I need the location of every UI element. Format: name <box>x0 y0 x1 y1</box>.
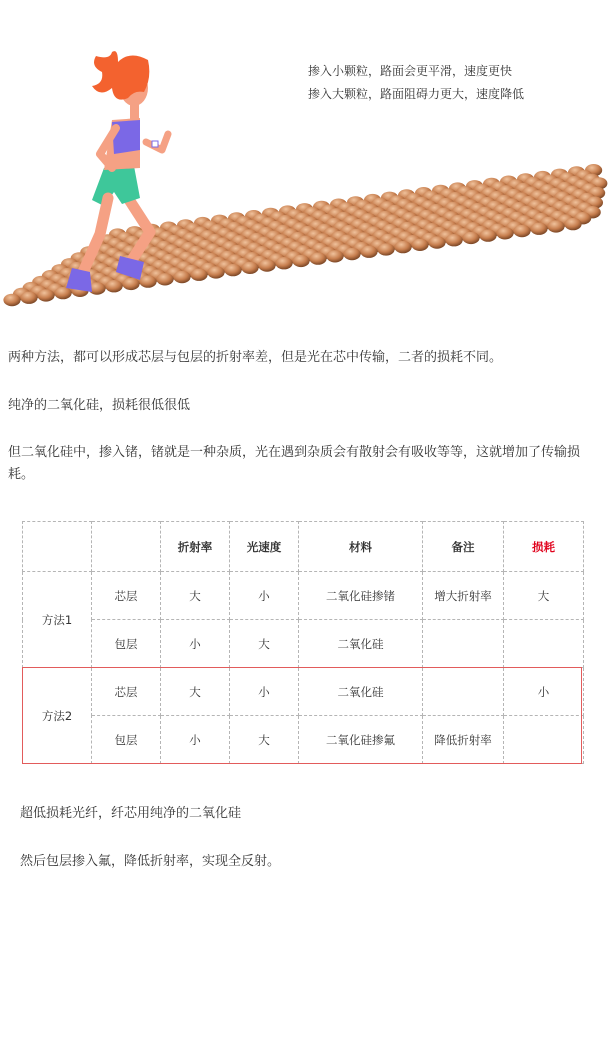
road-bead <box>275 257 292 269</box>
road-bead <box>360 246 377 258</box>
road-bead <box>513 225 530 237</box>
road-bead <box>428 236 445 248</box>
road-bead <box>20 292 37 304</box>
paragraph-germanium-impurity: 但二氧化硅中，掺入锗，锗就是一种杂质，光在遇到杂质会有散射会有吸收等等，这就增加了传输损耗。 <box>8 445 581 482</box>
runner-road-illustration <box>0 0 608 330</box>
header-light-speed: 光速度 <box>230 522 299 572</box>
caption-large-particles: 掺入大颗粒，路面阻碍力更大，速度降低 <box>308 87 525 101</box>
road-bead <box>377 243 394 255</box>
road-bead <box>54 287 71 299</box>
runner-road-svg <box>0 0 608 330</box>
header-cell-empty <box>92 522 161 572</box>
note-cell <box>423 668 504 716</box>
road-bead <box>445 234 462 246</box>
road-bead <box>496 227 513 239</box>
table-header-row <box>23 522 584 572</box>
method2-label: 方法2 <box>23 668 92 764</box>
material-cell: 二氧化硅掺锗 <box>299 572 423 620</box>
paragraph-two-methods: 两种方法，都可以形成芯层与包层的折射率差，但是光在芯中传输，二者的损耗不同。 <box>8 350 503 365</box>
road-bead <box>326 250 343 262</box>
layer-cell: 芯层 <box>92 668 161 716</box>
road-bead <box>462 232 479 244</box>
material-cell: 二氧化硅掺氟 <box>299 716 423 764</box>
road-bead <box>564 218 581 230</box>
index-cell: 小 <box>161 716 230 764</box>
header-note: 备注 <box>423 522 504 572</box>
note-cell: 增大折射率 <box>423 572 504 620</box>
loss-cell: 大 <box>504 572 584 620</box>
table-row <box>23 572 584 620</box>
index-cell: 小 <box>161 620 230 668</box>
road-bead <box>479 229 496 241</box>
table-row <box>23 716 584 764</box>
road-bead <box>224 264 241 276</box>
loss-cell <box>504 716 584 764</box>
material-cell: 二氧化硅 <box>299 668 423 716</box>
road-bead <box>530 223 547 235</box>
road-bead <box>394 241 411 253</box>
speed-cell: 大 <box>230 716 299 764</box>
header-cell-empty <box>23 522 92 572</box>
paragraph-fluorine-cladding: 然后包层掺入氟，降低折射率，实现全反射。 <box>20 854 281 869</box>
road-bead <box>241 262 258 274</box>
road-bead <box>139 275 156 287</box>
road-bead <box>207 266 224 278</box>
layer-cell: 芯层 <box>92 572 161 620</box>
index-cell: 大 <box>161 572 230 620</box>
method1-label: 方法1 <box>23 572 92 668</box>
note-cell: 降低折射率 <box>423 716 504 764</box>
speed-cell: 小 <box>230 572 299 620</box>
road-bead <box>173 271 190 283</box>
paragraph-pure-silica: 纯净的二氧化硅，损耗很低很低 <box>8 398 191 413</box>
material-cell: 二氧化硅 <box>299 620 423 668</box>
speed-cell: 大 <box>230 620 299 668</box>
loss-cell <box>504 620 584 668</box>
comparison-table <box>22 521 584 764</box>
road-bead <box>190 269 207 281</box>
road-bead <box>156 273 173 285</box>
index-cell: 大 <box>161 668 230 716</box>
layer-cell: 包层 <box>92 716 161 764</box>
road-bead <box>411 239 428 251</box>
table-row <box>23 620 584 668</box>
road-bead <box>343 248 360 260</box>
paragraph-ultra-low-loss: 超低损耗光纤，纤芯用纯净的二氧化硅 <box>20 806 242 821</box>
loss-cell: 小 <box>504 668 584 716</box>
header-refractive-index: 折射率 <box>161 522 230 572</box>
road-bead <box>258 259 275 271</box>
header-loss: 损耗 <box>504 522 584 572</box>
road-bead <box>3 294 20 306</box>
note-cell <box>423 620 504 668</box>
road-bead <box>309 252 326 264</box>
road-bead <box>105 280 122 292</box>
caption-small-particles: 掺入小颗粒，路面会更平滑，速度更快 <box>308 64 513 78</box>
table-row <box>23 668 584 716</box>
road-bead <box>292 255 309 267</box>
layer-cell: 包层 <box>92 620 161 668</box>
header-material: 材料 <box>299 522 423 572</box>
speed-cell: 小 <box>230 668 299 716</box>
road-bead <box>37 289 54 301</box>
road-bead <box>122 278 139 290</box>
road-bead <box>547 220 564 232</box>
